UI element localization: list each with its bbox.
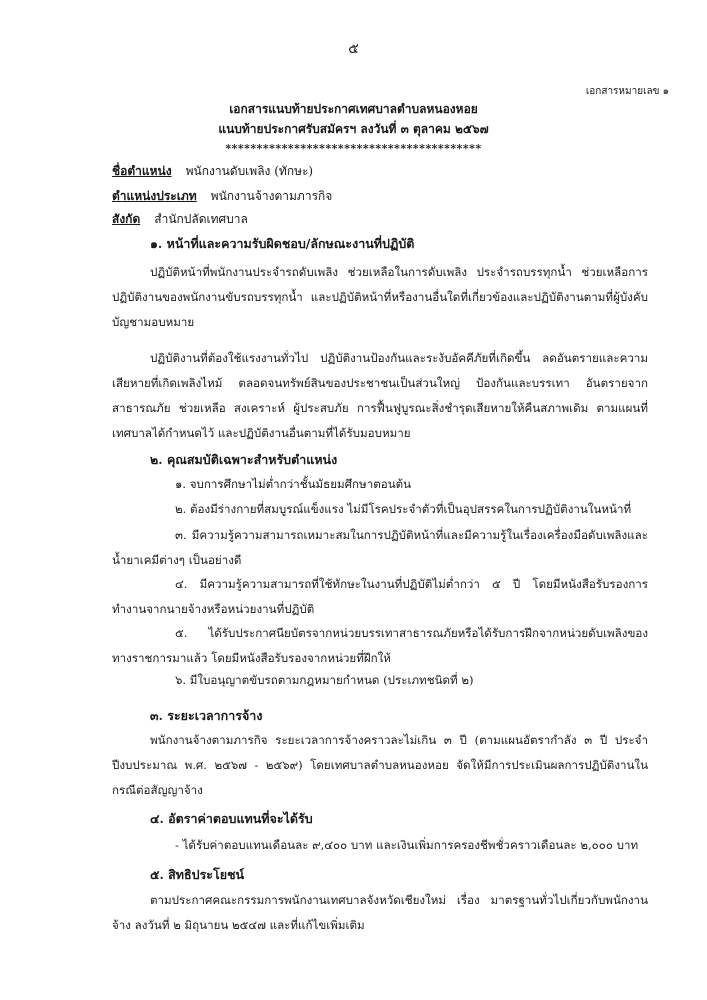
- section-1-paragraph-1: ปฏิบัติหน้าที่พนักงานประจำรถดับเพลิง ช่วยเหลือในการดับเพลิง ประจำรถบรรทุกน้ำ ช่วยเหลือการปฏิบัติงานของพนักงานขับรถบรรทุกน้ำ และปฏิบัติหน้าที่หรืองานอื่นใดที่เกี่ยวข้องและปฏิบัติงานตามที่ผู้บังคับบัญชามอบหมาย: [112, 265, 648, 329]
- field-label: สังกัด: [112, 212, 141, 226]
- field-position-type: [112, 187, 332, 206]
- field-position-name: [112, 162, 313, 181]
- section-3-heading: ๓. ระยะเวลาการจ้าง: [150, 708, 263, 723]
- section-4-heading: ๔. อัตราค่าตอบแทนที่จะได้รับ: [150, 811, 313, 826]
- field-label: ตำแหน่งประเภท: [112, 189, 197, 203]
- qualification-item: ๕. ได้รับประกาศนียบัตรจากหน่วยบรรเทาสาธารณภัยหรือได้รับการฝึกจากหน่วยดับเพลิงของทางราชการมาแล้ว โดยมีหนังสือรับรองจากหน่วยที่ฝึกให้: [112, 626, 648, 665]
- field-value: พนักงานจ้างตามภารกิจ: [210, 189, 333, 203]
- document-reference: เอกสารหมายเลข ๑: [585, 86, 669, 97]
- section-5-paragraph: ตามประกาศคณะกรรมการพนักงานเทศบาลจังหวัดเชียงใหม่ เรื่อง มาตรฐานทั่วไปเกี่ยวกับพนักงานจ้าง ลงวันที่ ๒ มิถุนายน ๒๕๔๗ และที่แก้ไขเพิ่มเติม: [112, 893, 648, 932]
- field-affiliation: [112, 210, 248, 229]
- title-line-1: เอกสารแนบท้ายประกาศเทศบาลตำบลหนองหอย: [229, 102, 478, 116]
- section-5-heading: ๕. สิทธิประโยชน์: [150, 867, 245, 882]
- section-4-text: - ได้รับค่าตอบแทนเดือนละ ๙,๔๐๐ บาท และเงินเพิ่มการครองชีพชั่วคราวเดือนละ ๒,๐๐๐ บาท: [175, 838, 639, 852]
- title-line-2: แนบท้ายประกาศรับสมัครฯ ลงวันที่ ๓ ตุลาคม ๒๕๖๗: [218, 122, 489, 136]
- field-value: สำนักปลัดเทศบาล: [154, 212, 248, 226]
- star-divider: *****************************************: [225, 142, 482, 155]
- page-number: ๕: [348, 41, 359, 57]
- section-2-heading: ๒. คุณสมบัติเฉพาะสำหรับตำแหน่ง: [150, 452, 338, 467]
- section-1-paragraph-2: ปฏิบัติงานที่ต้องใช้แรงงานทั่วไป ปฏิบัติงานป้องกันและระงับอัคคีภัยที่เกิดขึ้น ลดอันตรายและความเสียหายที่เกิดเพลิงไหม้ ตลอดจนทรัพย์สินของประชาชนเป็นส่วนใหญ่ ป้องกันและบรรเทา อันตรายจากสาธารณภัย ช่วยเหลือ สงเคราะห์ ผู้ประสบภัย การฟื้นฟูบูรณะสิ่งชำรุดเสียหายให้คืนสภาพเดิม ตามแผนที่เทศบาลได้กำหนดไว้ และปฏิบัติงานอื่นตามที่ได้รับมอบหมาย: [112, 351, 648, 440]
- qualification-item: ๓. มีความรู้ความสามารถเหมาะสมในการปฏิบัติหน้าที่และมีความรู้ในเรื่องเครื่องมือดับเพลิงและน้ำยาเคมีต่างๆ เป็นอย่างดี: [112, 528, 648, 567]
- qualification-item: ๑. จบการศึกษาไม่ต่ำกว่าชั้นมัธยมศึกษาตอนต้น: [175, 477, 412, 491]
- field-label: ชื่อตำแหน่ง: [112, 164, 172, 178]
- section-1-heading: ๑. หน้าที่และความรับผิดชอบ/ลักษณะงานที่ปฏิบัติ: [150, 236, 415, 251]
- field-value: พนักงานดับเพลิง (ทักษะ): [185, 164, 314, 178]
- section-3-paragraph: พนักงานจ้างตามภารกิจ ระยะเวลาการจ้างคราวละไม่เกิน ๓ ปี (ตามแผนอัตรากำลัง ๓ ปี ประจำปีงบประมาณ พ.ศ. ๒๕๖๗ - ๒๕๖๙) โดยเทศบาลตำบลหนองหอย จัดให้มีการประเมินผลการปฏิบัติงานในกรณีต่อสัญญาจ้าง: [112, 733, 648, 797]
- qualification-item: ๔. มีความรู้ความสามารถที่ใช้ทักษะในงานที่ปฏิบัติไม่ต่ำกว่า ๕ ปี โดยมีหนังสือรับรองการทำงานจากนายจ้างหรือหน่วยงานที่ปฏิบัติ: [112, 577, 648, 616]
- qualification-item: ๖. มีใบอนุญาตขับรถตามกฎหมายกำหนด (ประเภทชนิดที่ ๒): [175, 673, 474, 687]
- qualification-item: ๒. ต้องมีร่างกายที่สมบูรณ์แข็งแรง ไม่มีโรคประจำตัวที่เป็นอุปสรรคในการปฏิบัติงานในหน้าที่: [175, 502, 632, 516]
